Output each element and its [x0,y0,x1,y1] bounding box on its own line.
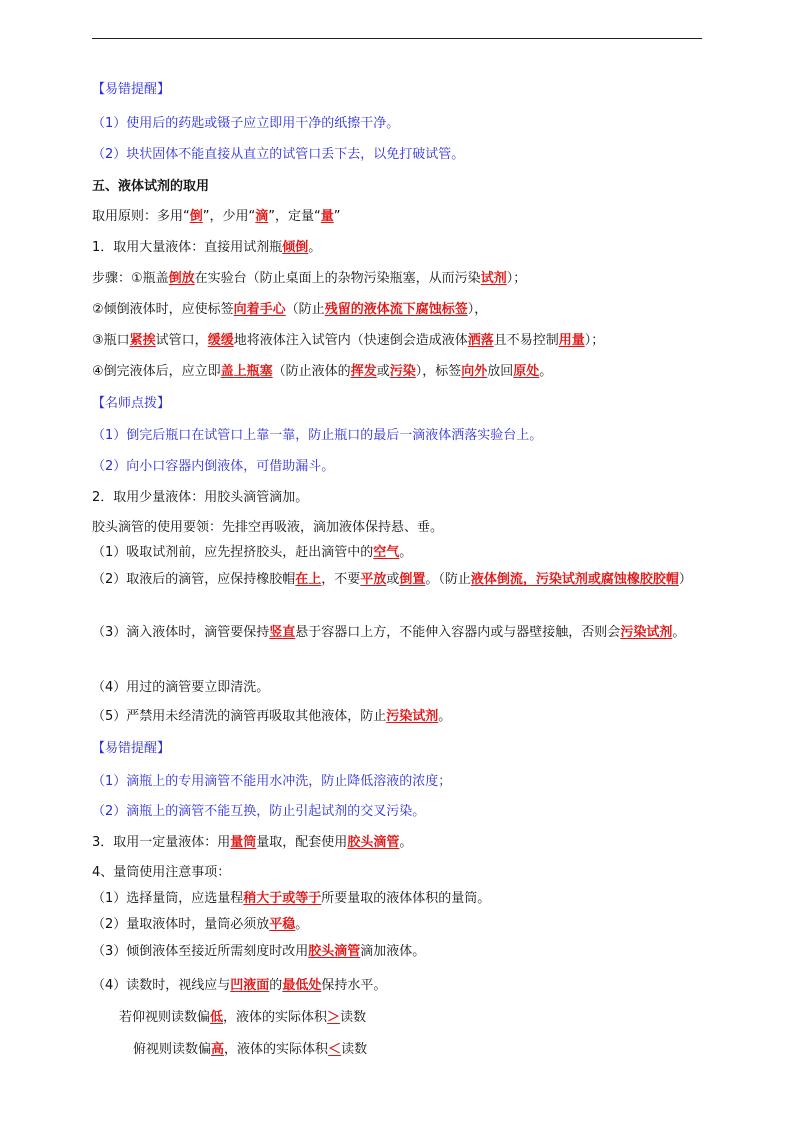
answer-blank: 紧挨 [129,333,156,348]
answer-blank: 洒落 [467,333,494,348]
answer-blank: 盖上瓶塞 [220,364,273,379]
answer-blank: 稍大于或等于 [243,891,322,906]
tip-title-2: 【名师点拨】 [92,396,171,411]
cylinder-item-2: （2）量取液体时，量筒必须放平稳。 [92,917,309,932]
dropper-item-3: （3）滴入液体时，滴管要保持竖直悬于容器口上方，不能伸入容器内或与器壁接触，否则会污染试剂。 [92,625,686,640]
answer-blank: 空气 [373,545,400,560]
answer-blank: 平稳 [269,917,296,932]
dropper-item-2: （2）取液后的滴管，应保持橡胶帽在上，不要平放或倒置。（防止液体倒流，污染试剂或腐蚀橡胶胶帽） [92,572,692,587]
small-volume-title: 2．取用少量液体：用胶头滴管滴加。 [92,490,309,505]
answer-blank: 污染 [389,364,416,379]
tip-2-line-1: （1）倒完后瓶口在试管口上靠一靠，防止瓶口的最后一滴液体洒落实验台上。 [92,428,543,443]
cylinder-item-3: （3）倾倒液体至接近所需刻度时改用胶头滴管滴加液体。 [92,944,426,959]
dropper-intro: 胶头滴管的使用要领：先排空再吸液，滴加液体保持悬、垂。 [92,520,444,535]
tip-2-line-2: （2）向小口容器内倒液体，可借助漏斗。 [92,459,335,474]
answer-blank: 量筒 [230,835,257,850]
answer-blank: 倒置 [399,572,426,587]
principle-line: 取用原则：多用“倒”，少用“滴”，定量“量” [92,209,341,224]
answer-blank: 竖直 [269,625,296,640]
cylinder-title: 4、量筒使用注意事项： [92,865,231,880]
answer-blank: 滴 [255,209,269,224]
tip-3-line-1: （1）滴瓶上的专用滴管不能用水冲洗，防止降低溶液的浓度； [92,774,452,789]
header-rule [92,38,702,39]
cylinder-item-1: （1）选择量筒，应选量程稍大于或等于所要量取的液体体积的量筒。 [92,891,491,906]
answer-blank: 量 [320,209,334,224]
tip-3-line-2: （2）滴瓶上的滴管不能互换，防止引起试剂的交叉污染。 [92,804,426,819]
answer-blank: 胶头滴管 [347,835,400,850]
answer-blank: 向外 [461,364,488,379]
tip-title-3: 【易错提醒】 [92,741,171,756]
answer-blank: 凹液面 [230,978,270,993]
step-3: ③瓶口紧挨试管口，缓缓地将液体注入试管内（快速倒会造成液体洒落且不易控制用量）； [92,333,605,348]
answer-blank: 试剂 [480,271,507,286]
answer-blank: ＞ [327,1010,341,1025]
answer-blank: 向着手心 [233,302,286,317]
answer-blank: 残留的液体流下腐蚀标签 [324,302,468,317]
dropper-item-5: （5）严禁用未经清洗的滴管再吸取其他液体，防止污染试剂。 [92,709,452,724]
answer-blank: 最低处 [282,978,322,993]
section-heading: 五、液体试剂的取用 [92,179,210,194]
tip-1-line-1: （1）使用后的药匙或镊子应立即用干净的纸擦干净。 [92,116,400,131]
tip-1-line-2: （2）块状固体不能直接从直立的试管口丢下去，以免打破试管。 [92,147,465,162]
step-4: ④倒完液体后，应立即盖上瓶塞（防止液体的挥发或污染），标签向外放回原处。 [92,364,553,379]
answer-blank: 倾倒 [282,240,309,255]
tip-title-1: 【易错提醒】 [92,82,171,97]
answer-blank: ＜ [328,1042,342,1057]
answer-blank: 液体倒流，污染试剂或腐蚀橡胶胶帽 [470,572,679,587]
fixed-volume-line: 3．取用一定量液体：用量筒量取，配套使用胶头滴管。 [92,835,413,850]
answer-blank: 胶头滴管 [308,944,361,959]
step-2: ②倾倒液体时，应使标签向着手心（防止残留的液体流下腐蚀标签）， [92,302,488,317]
answer-blank: 平放 [360,572,387,587]
reading-upward: 若仰视则读数偏低，液体的实际体积＞读数 [119,1010,367,1025]
answer-blank: 原处 [513,364,540,379]
large-volume-line: 1．取用大量液体：直接用试剂瓶倾倒。 [92,240,322,255]
answer-blank: 挥发 [350,364,377,379]
answer-blank: 在上 [295,572,322,587]
dropper-item-1: （1）吸取试剂前，应先捏挤胶头，赶出滴管中的空气。 [92,545,413,560]
step-1: 步骤：①瓶盖倒放在实验台（防止桌面上的杂物污染瓶塞，从而污染试剂）； [92,271,527,286]
cylinder-item-4: （4）读数时，视线应与凹液面的最低处保持水平。 [92,978,387,993]
answer-blank: 缓缓 [207,333,234,348]
reading-downward: 俯视则读数偏高，液体的实际体积＜读数 [133,1042,368,1057]
answer-blank: 污染试剂 [620,625,673,640]
answer-blank: 污染试剂 [386,709,439,724]
answer-blank: 倒 [189,209,203,224]
answer-blank: 低 [210,1010,224,1025]
answer-blank: 高 [211,1042,225,1057]
answer-blank: 倒放 [168,271,195,286]
dropper-item-4: （4）用过的滴管要立即清洗。 [92,680,270,695]
answer-blank: 用量 [558,333,585,348]
